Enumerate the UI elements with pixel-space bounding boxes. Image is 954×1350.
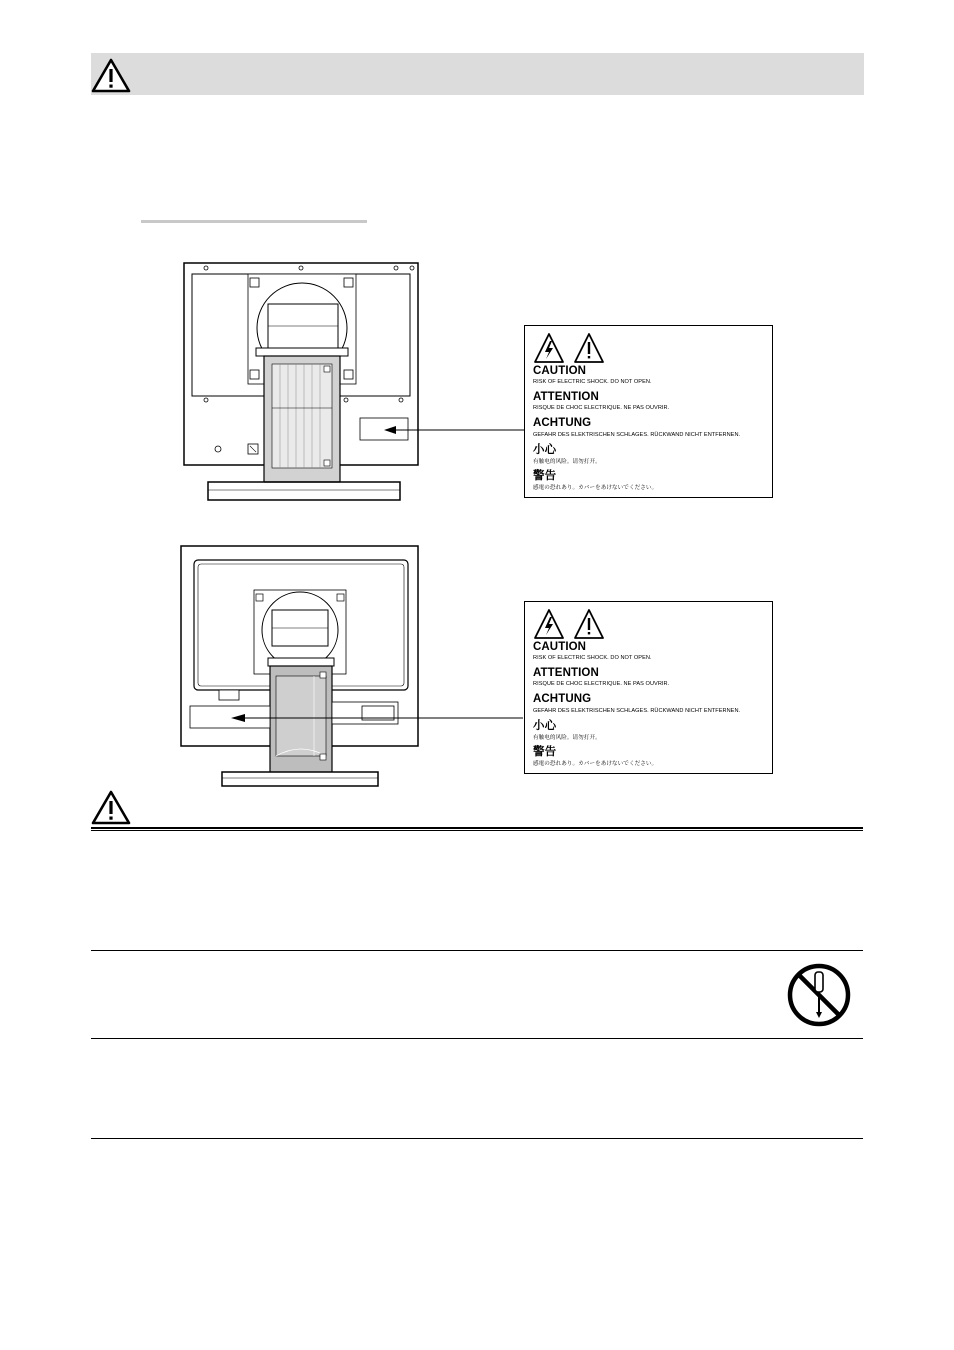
caution-title: CAUTION xyxy=(533,641,587,653)
attention-title: ATTENTION xyxy=(533,391,599,403)
chinese-text: 有触电的风险。请勿打开。 xyxy=(533,735,601,741)
attention-text: RISQUE DE CHOC ELECTRIQUE. NE PAS OUVRIR. xyxy=(533,681,670,687)
japanese-text: 感電の恐れあり。カバーをあけないでください。 xyxy=(533,761,658,767)
subheading-underline xyxy=(141,220,367,223)
warning-triangle-icon xyxy=(91,788,133,826)
japanese-title: 警告 xyxy=(533,746,557,758)
caution-text: RISK OF ELECTRIC SHOCK. DO NOT OPEN. xyxy=(533,379,652,385)
warning-rule xyxy=(91,827,863,829)
arrow-leader-1 xyxy=(380,420,530,440)
chinese-title: 小心 xyxy=(533,720,557,732)
achtung-title: ACHTUNG xyxy=(533,417,592,429)
arrow-leader-2 xyxy=(225,708,525,728)
electric-shock-triangle-icon xyxy=(535,610,563,638)
chinese-title: 小心 xyxy=(533,444,557,456)
caution-label-2 xyxy=(524,601,773,774)
warning-rule-thin xyxy=(91,830,863,831)
japanese-text: 感電の恐れあり。カバーをあけないでください。 xyxy=(533,485,658,491)
caution-label-1 xyxy=(524,325,773,498)
caution-text: RISK OF ELECTRIC SHOCK. DO NOT OPEN. xyxy=(533,655,652,661)
achtung-text: GEFAHR DES ELEKTRISCHEN SCHLAGES. RÜCKWAND NICHT ENTFERNEN. xyxy=(533,432,741,438)
achtung-title: ACHTUNG xyxy=(533,693,592,705)
attention-title: ATTENTION xyxy=(533,667,599,679)
no-disassembly-icon xyxy=(786,962,852,1028)
warning-triangle-icon xyxy=(91,56,133,94)
caution-title: CAUTION xyxy=(533,365,587,377)
row-divider xyxy=(91,950,863,951)
monitor-rear-illustration-2 xyxy=(176,542,426,792)
row-divider xyxy=(91,1138,863,1139)
chinese-text: 有触电的风险。请勿打开。 xyxy=(533,459,601,465)
header-bar xyxy=(91,53,864,95)
electric-shock-triangle-icon xyxy=(535,334,563,362)
warning-triangle-icon xyxy=(575,610,603,638)
attention-text: RISQUE DE CHOC ELECTRIQUE. NE PAS OUVRIR. xyxy=(533,405,670,411)
japanese-title: 警告 xyxy=(533,470,557,482)
row-divider xyxy=(91,1038,863,1039)
achtung-text: GEFAHR DES ELEKTRISCHEN SCHLAGES. RÜCKWAND NICHT ENTFERNEN. xyxy=(533,708,741,714)
monitor-rear-illustration-1 xyxy=(176,258,426,506)
warning-triangle-icon xyxy=(575,334,603,362)
